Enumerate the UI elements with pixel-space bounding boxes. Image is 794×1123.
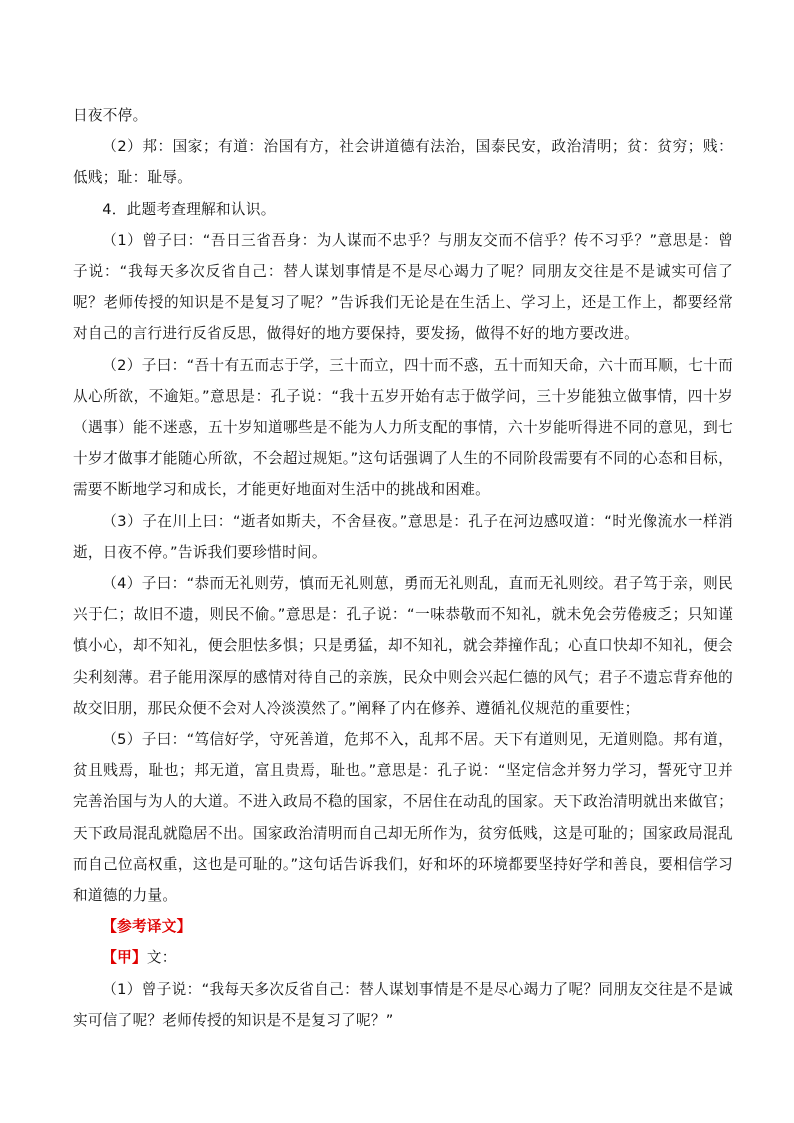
paragraph-vocab-notes: （2）邦：国家；有道：治国有方，社会讲道德有法治，国泰民安，政治清明；贫：贫穷；贱：低贱；耻：耻辱。 xyxy=(73,138,733,187)
paragraph-question-4: 4．此题考查理解和认识。 xyxy=(102,200,276,218)
subheading-jia-label: 文： xyxy=(146,949,177,967)
document-body xyxy=(73,100,733,1036)
paragraph-translation-1: （1）曾子说：“我每天多次反省自己：替人谋划事情是不是尽心竭力了呢？同朋友交往是不是诚实可信了呢？老师传授的知识是不是复习了呢？” xyxy=(73,980,733,1029)
paragraph-item-2: （2）子曰：“吾十有五而志于学，三十而立，四十而不惑，五十而知天命，六十而耳顺，七十而从心所欲，不逾矩。”意思是：孔子说：“我十五岁开始有志于做学问，三十岁能独立做事情，四十岁（遇事）能不迷惑，五十岁知道哪些是不能为人力所支配的事情，六十岁能听得进不同的意见，到七十岁才做事才能随心所欲，不会超过规矩。”这句话强调了人生的不同阶段需要有不同的心态和目标，需要不断地学习和成长，才能更好地面对生活中的挑战和困难。 xyxy=(73,356,733,499)
paragraph-continuation: 日夜不停。 xyxy=(73,107,148,124)
paragraph-item-4: （4）子曰：“恭而无礼则劳，慎而无礼则葸，勇而无礼则乱，直而无礼则绞。君子笃于亲，则民兴于仁；故旧不遗，则民不偷。”意思是：孔子说：“一味恭敬而不知礼，就未免会劳倦疲乏；只知谨慎小心，却不知礼，便会胆怯多惧；只是勇猛，却不知礼，就会莽撞作乱；心直口快却不知礼，便会尖利刻薄。君子能用深厚的感情对待自己的亲族，民众中则会兴起仁德的风气；君子不遗忘背弃他的故交旧朋，那民众便不会对人冷淡漠然了。”阐释了内在修养、遵循礼仪规范的重要性； xyxy=(73,575,733,717)
subheading-jia xyxy=(73,942,733,973)
section-heading-translation: 【参考译文】 xyxy=(102,918,192,936)
paragraph-item-5: （5）子曰：“笃信好学，守死善道，危邦不入，乱邦不居。天下有道则见，无道则隐。邦有道，贫且贱焉，耻也；邦无道，富且贵焉，耻也。”意思是：孔子说：“坚定信念并努力学习，誓死守卫并完善治国与为人的大道。不进入政局不稳的国家，不居住在动乱的国家。天下政治清明就出来做官；天下政局混乱就隐居不出。国家政治清明而自己却无所作为，贫穷低贱，这是可耻的；国家政局混乱而自己位高权重，这也是可耻的。”这句话告诉我们，好和坏的环境都要坚持好学和善良，要相信学习和道德的力量。 xyxy=(73,731,733,905)
subheading-jia-bracket: 【甲】 xyxy=(102,949,147,967)
paragraph-item-1: （1）曾子曰：“吾日三省吾身：为人谋而不忠乎？与朋友交而不信乎？传不习乎？”意思是：曾子说：“我每天多次反省自己：替人谋划事情是不是尽心竭力了呢？同朋友交往是不是诚实可信了呢？老师传授的知识是不是复习了呢？”告诉我们无论是在生活上、学习上，还是工作上，都要经常对自己的言行进行反省反思，做得好的地方要保持，要发扬，做得不好的地方要改进。 xyxy=(73,231,733,343)
paragraph-item-3: （3）子在川上曰：“逝者如斯夫，不舍昼夜。”意思是：孔子在河边感叹道：“时光像流水一样消逝，日夜不停。”告诉我们要珍惜时间。 xyxy=(73,512,733,561)
